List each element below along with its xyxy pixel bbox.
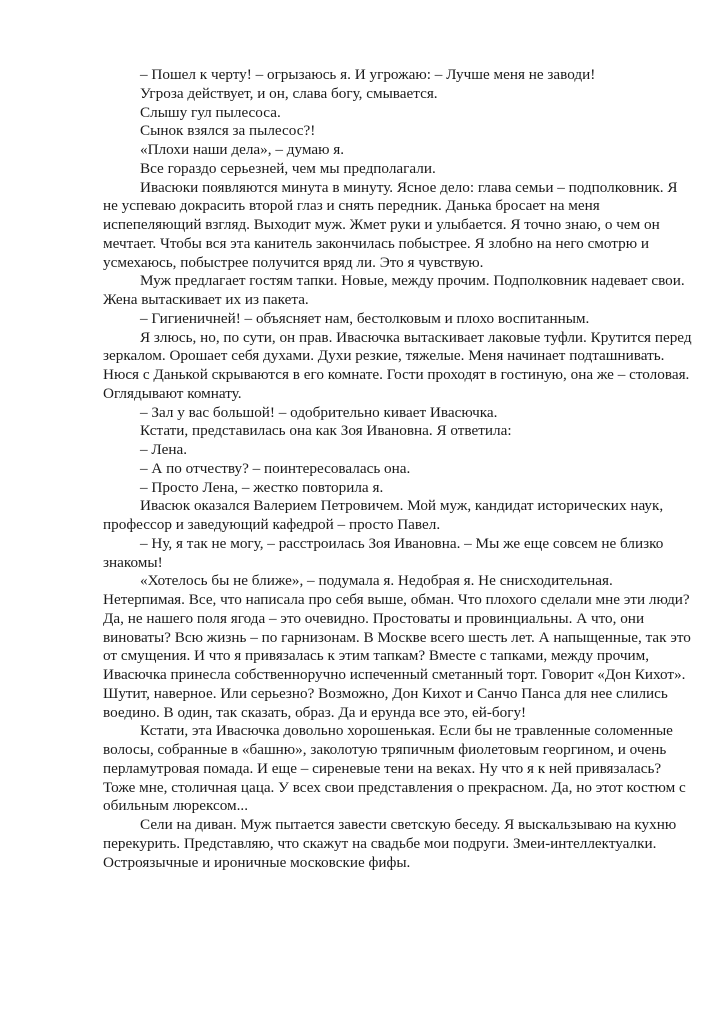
paragraph xyxy=(103,497,668,535)
text-line: – Пошел к черту! – огрызаюсь я. И угрожаю: – Лучше меня не заводи! xyxy=(140,66,596,83)
paragraph xyxy=(103,310,668,329)
paragraph xyxy=(103,178,678,273)
text-line: усмехаюсь, побыстрее получится вряд ли. Это я чувствую. xyxy=(103,253,484,271)
paragraph xyxy=(103,722,686,816)
paragraph xyxy=(103,272,685,310)
text-line: Нетерпимая. Все, что написала про себя выше, обман. Что плохого сделали мне эти люди? xyxy=(103,591,690,608)
text-line: перламутровая помада. И еще – сиреневые тени на веках. Ну что я к ней привязалась? xyxy=(103,759,662,777)
paragraph xyxy=(103,122,668,141)
paragraph xyxy=(103,816,677,872)
text-line: зеркалом. Орошает себя духами. Духи резкие, тяжелые. Меня начинает подташнивать. xyxy=(103,347,665,365)
text-line: – Гигиеничней! – объясняет нам, бестолковым и плохо воспитанным. xyxy=(140,309,590,327)
text-line: мечтает. Чтобы вся эта канитель закончилась побыстрее. Я злобно на него смотрю и xyxy=(103,234,649,252)
paragraph xyxy=(103,66,668,85)
paragraph xyxy=(103,441,668,460)
paragraph xyxy=(103,535,668,573)
paragraph xyxy=(103,104,668,123)
text-line: Кстати, эта Ивасючка довольно хорошенькая. Если бы не травленные соломенные xyxy=(140,722,673,740)
paragraph xyxy=(103,422,668,441)
text-line: «Хотелось бы не ближе», – подумала я. Недобрая я. Не снисходительная. xyxy=(140,572,613,590)
text-line: Остроязычные и ироничные московские фифы. xyxy=(103,853,411,871)
text-line: испепеляющий взгляд. Выходит муж. Жмет руки и улыбается. Я точно знаю, о чем он xyxy=(103,216,660,233)
text-line: Муж предлагает гостям тапки. Новые, между прочим. Подполковник надевает свои. xyxy=(140,272,685,290)
text-line: Ивасюк оказался Валерием Петровичем. Мой муж, кандидат исторических наук, xyxy=(140,497,664,515)
text-line: обильным люрексом... xyxy=(103,797,249,815)
paragraph xyxy=(103,160,668,179)
text-line: волосы, собранные в «башню», заколотую тряпичным фиолетовым георгином, и очень xyxy=(103,741,667,758)
text-line: Сели на диван. Муж пытается завести светскую беседу. Я выскальзываю на кухню xyxy=(140,816,677,833)
text-line: Ивасючка принесла собственноручно испеченный сметанный торт. Говорит «Дон Кихот». xyxy=(103,666,686,683)
text-line: Оглядывают комнату. xyxy=(103,384,242,402)
text-line: – Зал у вас большой! – одобрительно кивает Ивасючка. xyxy=(140,403,498,421)
text-line: от смущения. И что я привязалась к этим тапкам? Вместе с тапками, между прочим, xyxy=(103,647,650,665)
text-line: Все гораздо серьезней, чем мы предполагали. xyxy=(140,159,436,177)
paragraph xyxy=(103,572,691,722)
text-line: воедино. В один, так сказать, образ. Да и ерунда все это, ей-богу! xyxy=(103,703,527,721)
paragraph xyxy=(103,328,692,404)
paragraph xyxy=(103,404,668,423)
text-line: Я злюсь, но, по сути, он прав. Ивасючка вытаскивает лаковые туфли. Крутится перед xyxy=(140,328,692,346)
paragraph xyxy=(103,141,668,160)
paragraph xyxy=(103,85,668,104)
text-line: Слышу гул пылесоса. xyxy=(140,103,281,121)
text-line: Да, не нашего поля ягода – это очевидно. Простоваты и провинциальны. А что, они xyxy=(103,609,645,627)
text-line: Тоже мне, столичная цаца. У всех свои представления о прекрасном. Да, но этот костюм с xyxy=(103,778,686,796)
paragraph xyxy=(103,460,668,479)
text-line: – Лена. xyxy=(140,441,187,458)
text-line: Кстати, представилась она как Зоя Ивановна. Я ответила: xyxy=(140,422,512,440)
text-line: не успеваю докрасить второй глаз и снять передник. Данька бросает на меня xyxy=(103,197,600,215)
text-line: виноваты? Всю жизнь – по гарнизонам. В Москве всего шесть лет. А напыщенные, так это xyxy=(103,628,691,646)
text-line: знакомы! xyxy=(103,553,163,571)
text-line: перекурить. Представляю, что скажут на свадьбе мои подруги. Змеи-интеллектуалки. xyxy=(103,834,657,852)
text-line: Шутит, наверное. Или серьезно? Возможно, Дон Кихот и Санчо Панса для нее слились xyxy=(103,684,668,702)
text-line: Сынок взялся за пылесос?! xyxy=(140,122,316,140)
text-line: Угроза действует, и он, слава богу, смывается. xyxy=(140,84,438,102)
text-line: профессор и заведующий кафедрой – просто Павел. xyxy=(103,516,441,533)
document-page xyxy=(103,66,692,872)
text-line: – Просто Лена, – жестко повторила я. xyxy=(140,478,384,496)
text-line: Нюся с Данькой скрываются в его комнате. Гости проходят в гостиную, она же – столовая. xyxy=(103,366,690,383)
text-line: Жена вытаскивает их из пакета. xyxy=(103,291,309,308)
paragraph xyxy=(103,479,668,498)
text-line: – А по отчеству? – поинтересовалась она. xyxy=(140,459,411,477)
text-line: Ивасюки появляются минута в минуту. Ясное дело: глава семьи – подполковник. Я xyxy=(140,178,678,196)
text-line: «Плохи наши дела», – думаю я. xyxy=(140,141,345,158)
text-line: – Ну, я так не могу, – расстроилась Зоя Ивановна. – Мы же еще совсем не близко xyxy=(140,534,664,552)
